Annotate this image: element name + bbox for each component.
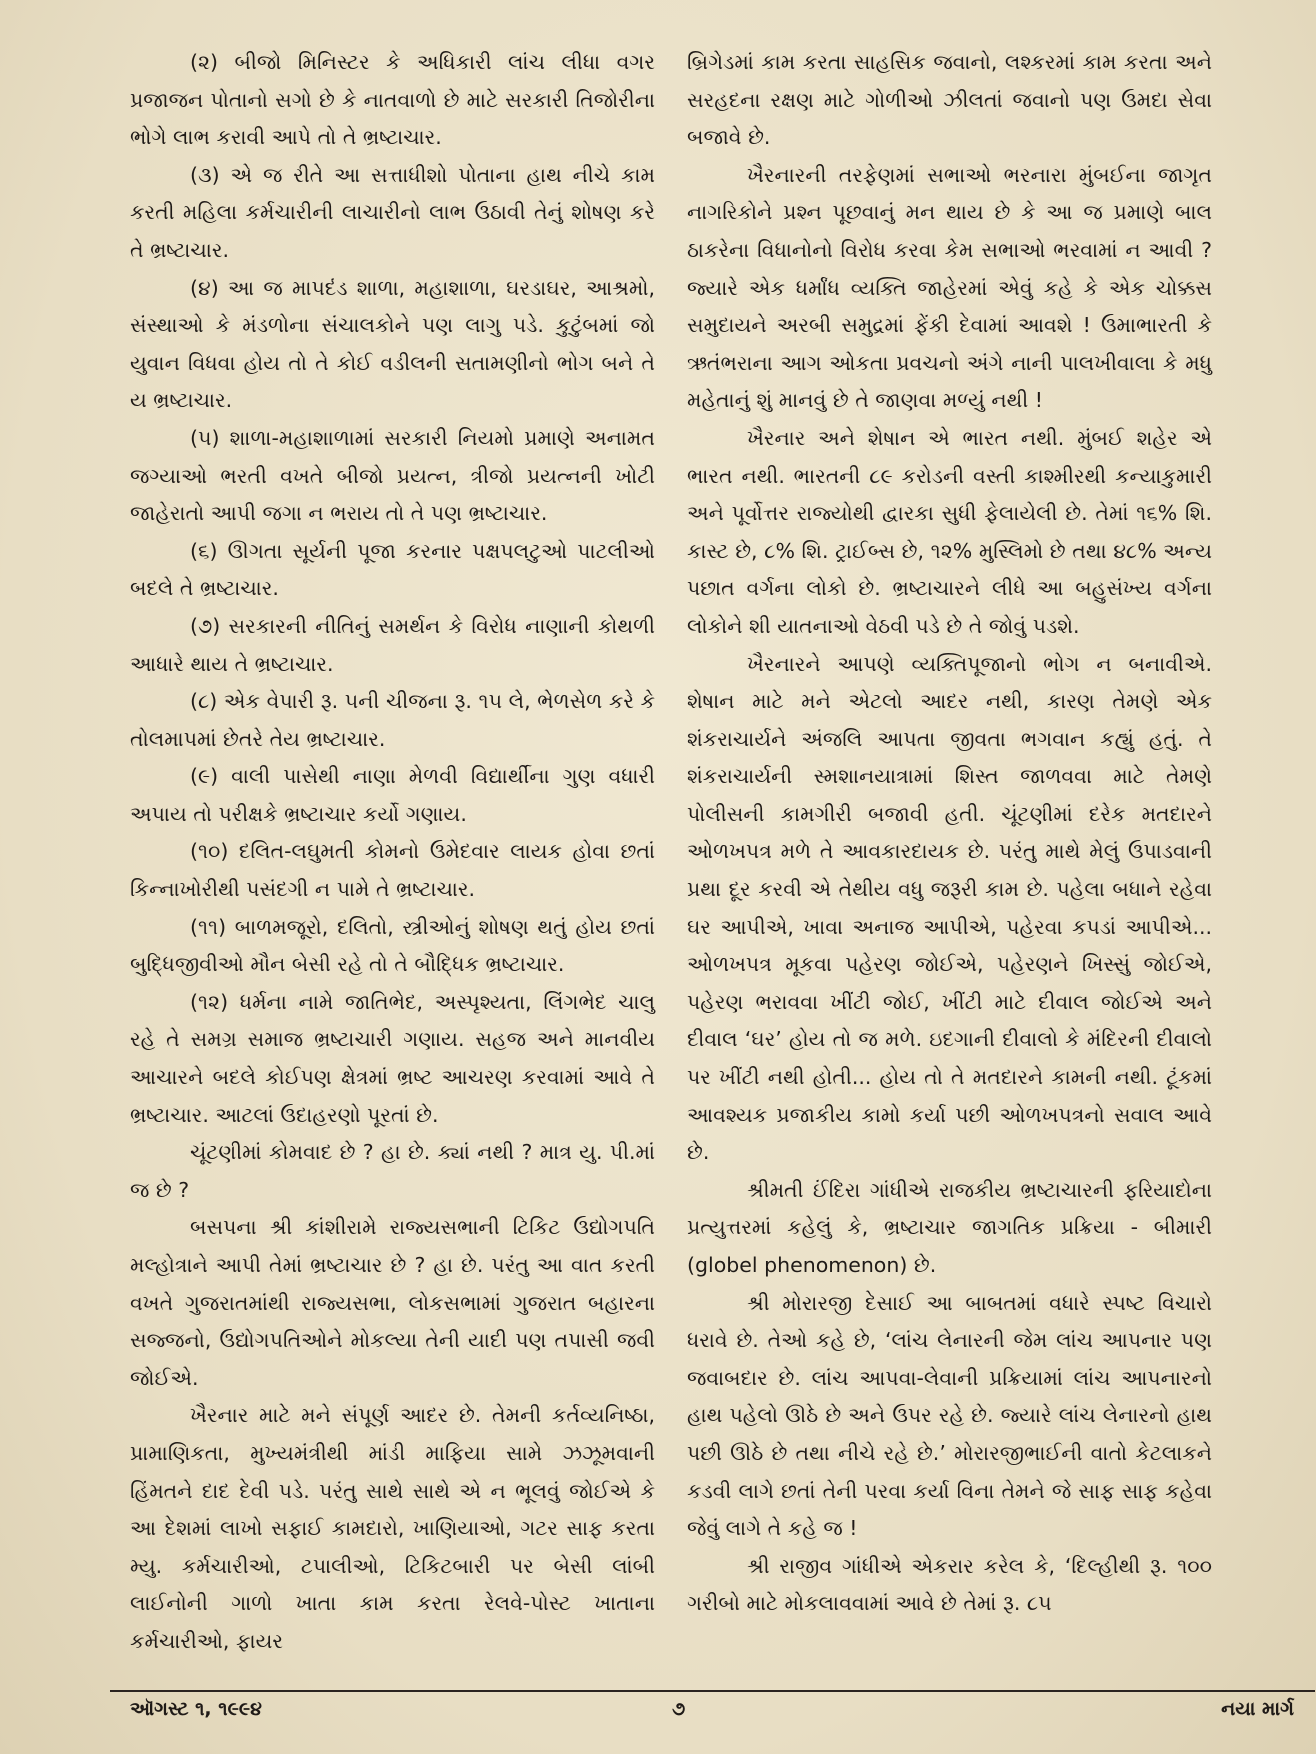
footer-divider bbox=[110, 1690, 1315, 1692]
paragraph: (૯) વાલી પાસેથી નાણા મેળવી વિદ્યાર્થીના ગુણ વધારી અપાય તો પરીક્ષકે ભ્રષ્ટાચાર કર્યો ગણાય. bbox=[130, 764, 655, 826]
paragraph: ખૈરનાર માટે મને સંપૂર્ણ આદર છે. તેમની કર્તવ્યનિષ્ઠા, પ્રામાણિકતા, મુખ્યમંત્રીથી માંડી માફિયા સામે ઝઝૂમવાની હિંમતને દાદ દેવી પડે. પરંતુ સાથે સાથે એ ન ભૂલવું જોઈએ કે આ દેશમાં લાખો સફાઈ કામદારો, ખાણિયાઓ, ગટર સાફ કરતા મ્યુ. કર્મચારીઓ, ટપાલીઓ, ટિકિટબારી પર બેસી લાંબી લાઈનોની ગાળો ખાતા કામ કરતા રેલવે-પોસ્ટ ખાતાના કર્મચારીઓ, ફાયર bbox=[130, 1403, 655, 1653]
page-number: ૭ bbox=[672, 1698, 686, 1720]
issue-date: ઑગસ્ટ ૧, ૧૯૯૪ bbox=[130, 1698, 262, 1720]
paragraph: ખૈરનારને આપણે વ્યક્તિપૂજાનો ભોગ ન બનાવીએ. શેષાન માટે મને એટલો આદર નથી, કારણ તેમણે એક શંકરાચાર્યને અંજલિ આપતા જીવતા ભગવાન કહ્યું હતું. તે શંકરાચાર્યની સ્મશાનયાત્રામાં શિસ્ત જાળવવા માટે તેમણે પોલીસની કામગીરી બજાવી હતી. ચૂંટણીમાં દરેક મતદારને ઓળખપત્ર મળે તે આવકારદાયક છે. પરંતુ માથે મેલું ઉપાડવાની પ્રથા દૂર કરવી એ તેથીય વધુ જરૂરી કામ છે. પહેલા બધાને રહેવા ઘર આપીએ, ખાવા અનાજ આપીએ, પહેરવા કપડાં આપીએ... ઓળખપત્ર મૂકવા પહેરણ જોઈએ, પહેરણને ખિસ્સું જોઈએ, પહેરણ ભરાવવા ખીંટી જોઈ, ખીંટી માટે દીવાલ જોઈએ અને દીવાલ ‘ઘર’ હોય તો જ મળે. ઇદગાની દીવાલો કે મંદિરની દીવાલો પર ખીંટી નથી હોતી... હોય તો તે મતદારને કામની નથી. ટૂંકમાં આવશ્યક પ્રજાકીય કામો કર્યા પછી ઓળખપત્રનો સવાલ આવે છે. bbox=[687, 651, 1212, 1165]
paragraph: ખૈરનાર અને શેષાન એ ભારત નથી. મુંબઈ શહેર એ ભારત નથી. ભારતની ૮૯ કરોડની વસ્તી કાશ્મીરથી કન્યાકુમારી અને પૂર્વોત્તર રાજ્યોથી દ્વારકા સુધી ફેલાયેલી છે. તેમાં ૧૬% શિ. કાસ્ટ છે, ૮% શિ. ટ્રાઈબ્સ છે, ૧૨% મુસ્લિમો છે તથા ૪૮% અન્ય પછાત વર્ગના લોકો છે. ભ્રષ્ટાચારને લીધે આ બહુસંખ્ય વર્ગના લોકોને શી યાતનાઓ વેઠવી પડે છે તે જોવું પડશે. bbox=[687, 425, 1212, 638]
paragraph: ખૈરનારની તરફેણમાં સભાઓ ભરનારા મુંબઈના જાગૃત નાગરિકોને પ્રશ્ન પૂછવાનું મન થાય છે કે આ જ પ્રમાણે બાલ ઠાકરેના વિધાનોનો વિરોધ કરવા કેમ સભાઓ ભરવામાં ન આવી ? જ્યારે એક ધર્માંધ વ્યક્તિ જાહેરમાં એવું કહે કે એક ચોક્કસ સમુદાયને અરબી સમુદ્રમાં ફેંકી દેવામાં આવશે ! ઉમાભારતી કે ઋતંભરાના આગ ઓકતા પ્રવચનો અંગે નાની પાલખીવાલા કે મધુ મહેતાનું શું માનવું છે તે જાણવા મળ્યું નથી ! bbox=[687, 162, 1212, 413]
paragraph: ચૂંટણીમાં કોમવાદ છે ? હા છે. ક્યાં નથી ? માત્ર યુ. પી.માં જ છે ? bbox=[130, 1140, 655, 1202]
paragraph: (૩) એ જ રીતે આ સત્તાધીશો પોતાના હાથ નીચે કામ કરતી મહિલા કર્મચારીની લાચારીનો લાભ ઉઠાવી તેનું શોષણ કરે તે ભ્રષ્ટાચાર. bbox=[130, 162, 655, 262]
paragraph: (૬) ઊગતા સૂર્યની પૂજા કરનાર પક્ષપલટુઓ પાટલીઓ બદલે તે ભ્રષ્ટાચાર. bbox=[130, 538, 655, 601]
paragraph: (૨) બીજો મિનિસ્ટર કે અધિકારી લાંચ લીધા વગર પ્રજાજન પોતાનો સગો છે કે નાતવાળો છે માટે સરકારી તિજોરીના ભોગે લાભ કરાવી આપે તો તે ભ્રષ્ટાચાર. bbox=[130, 50, 655, 150]
paragraph: (૮) એક વેપારી રૂ. ૫ની ચીજના રૂ. ૧૫ લે, ભેળસેળ કરે કે તોલમાપમાં છેતરે તેય ભ્રષ્ટાચાર. bbox=[130, 689, 655, 751]
paragraph: શ્રી મોરારજી દેસાઈ આ બાબતમાં વધારે સ્પષ્ટ વિચારો ધરાવે છે. તેઓ કહે છે, ‘લાંચ લેનારની જેમ લાંચ આપનાર પણ જવાબદાર છે. લાંચ આપવા-લેવાની પ્રક્રિયામાં લાંચ આપનારનો હાથ પહેલો ઊઠે છે અને ઉપર રહે છે. જ્યારે લાંચ લેનારનો હાથ પછી ઊઠે છે તથા નીચે રહે છે.’ મોરારજીભાઈની વાતો કેટલાકને કડવી લાગે છતાં તેની પરવા કર્યા વિના તેમને જે સાફ સાફ કહેવા જેવું લાગે તે કહે જ ! bbox=[687, 1290, 1212, 1541]
paragraph: શ્રી રાજીવ ગાંધીએ એકરાર કરેલ કે, ‘દિલ્હીથી રૂ. ૧૦૦ ગરીબો માટે મોકલાવવામાં આવે છે તેમાં રૂ. ૮૫ bbox=[687, 1553, 1212, 1616]
paragraph: (૫) શાળા-મહાશાળામાં સરકારી નિયમો પ્રમાણે અનામત જગ્યાઓ ભરતી વખતે બીજો પ્રયત્ન, ત્રીજો પ્રયત્નની ખોટી જાહેરાતો આપી જગા ન ભરાય તો તે પણ ભ્રષ્ટાચાર. bbox=[130, 425, 655, 526]
paragraph-continued: બ્રિગેડમાં કામ કરતા સાહસિક જવાનો, લશ્કરમાં કામ કરતા અને સરહદના રક્ષણ માટે ગોળીઓ ઝીલતાં જવાનો પણ ઉમદા સેવા બજાવે છે. bbox=[687, 50, 1212, 150]
right-column bbox=[687, 44, 1212, 1623]
paragraph: (૧૧) બાળમજૂરો, દલિતો, સ્ત્રીઓનું શોષણ થતું હોય છતાં બુદ્ધિજીવીઓ મૌન બેસી રહે તો તે બૌદ્ધિક ભ્રષ્ટાચાર. bbox=[130, 914, 655, 977]
paragraph: (૪) આ જ માપદંડ શાળા, મહાશાળા, ઘરડાઘર, આશ્રમો, સંસ્થાઓ કે મંડળોના સંચાલકોને પણ લાગુ પડે. કુટુંબમાં જો યુવાન વિધવા હોય તો તે કોઈ વડીલની સતામણીનો ભોગ બને તે ય ભ્રષ્ટાચાર. bbox=[130, 275, 655, 413]
paragraph: (૭) સરકારની નીતિનું સમર્થન કે વિરોધ નાણાની કોથળી આધારે થાય તે ભ્રષ્ટાચાર. bbox=[130, 613, 655, 676]
paragraph: (૧૦) દલિત-લઘુમતી કોમનો ઉમેદવાર લાયક હોવા છતાં કિન્નાખોરીથી પસંદગી ન પામે તે ભ્રષ્ટાચાર. bbox=[130, 839, 655, 902]
paragraph: બસપના શ્રી કાંશીરામે રાજ્યસભાની ટિકિટ ઉદ્યોગપતિ મલ્હોત્રાને આપી તેમાં ભ્રષ્ટાચાર છે ? હા છે. પરંતુ આ વાત કરતી વખતે ગુજરાતમાંથી રાજ્યસભા, લોકસભામાં ગુજરાત બહારના સજ્જનો, ઉદ્યોગપતિઓને મોકલ્યા તેની યાદી પણ તપાસી જવી જોઈએ. bbox=[130, 1215, 655, 1390]
magazine-name: નયા માર્ગ bbox=[1221, 1698, 1294, 1720]
paragraph: શ્રીમતી ઈંદિરા ગાંધીએ રાજકીય ભ્રષ્ટાચારની ફરિયાદોના પ્રત્યુત્તરમાં કહેલું કે, ભ્રષ્ટાચાર જાગતિક પ્રક્રિયા - બીમારી (globel phenomenon) છે. bbox=[687, 1177, 1212, 1277]
paragraph: (૧૨) ધર્મના નામે જાતિભેદ, અસ્પૃશ્યતા, લિંગભેદ ચાલુ રહે તે સમગ્ર સમાજ ભ્રષ્ટાચારી ગણાય. સહજ અને માનવીય આચારને બદલે કોઈપણ ક્ષેત્રમાં ભ્રષ્ટ આચરણ કરવામાં આવે તે ભ્રષ્ટાચાર. આટલાં ઉદાહરણો પૂરતાં છે. bbox=[130, 989, 655, 1127]
left-column bbox=[130, 44, 655, 1661]
